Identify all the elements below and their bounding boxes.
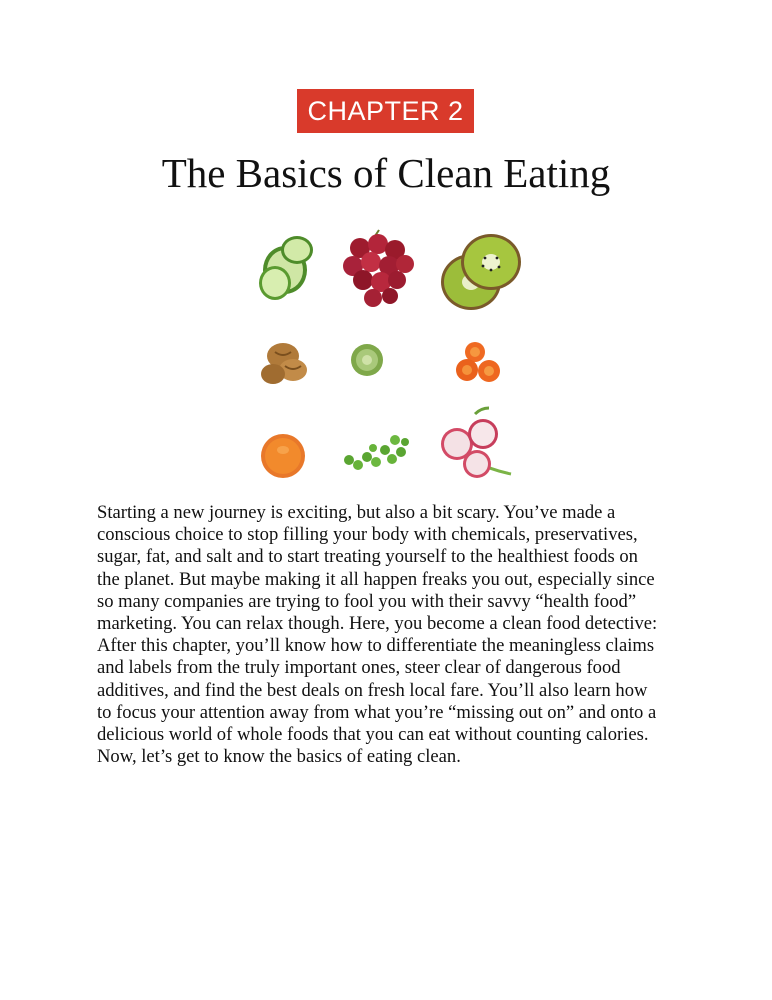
kiwi-slices-image — [441, 234, 521, 310]
radish-slices-image — [441, 408, 511, 478]
brussels-sprout-image — [351, 344, 383, 376]
cucumber-slices-image — [259, 236, 313, 300]
green-peas-image — [344, 435, 409, 470]
carrot-slices-image — [456, 342, 500, 382]
chapter-badge: CHAPTER 2 — [297, 89, 474, 133]
body-paragraph: Starting a new journey is exciting, but also a bit scary. You’ve made a conscious choice to stop filling your body with chemicals, preservatives, sugar, fat, and salt and to start treating yourself to the healthiest foods on the planet. But maybe making it all happen freaks you out, especially since so many companies are trying to fool you with their savvy “health food” marketing. You can relax though. Here, you become a clean food detective: After this chapter, you’ll know how to differentiate the meaningless claims and labels from the truly important ones, steer clear of dangerous food additives, and find the best deals on fresh local fare. You’ll also learn how to focus your attention away from what you’re “missing out on” and onto a delicious world of whole foods that you can eat without counting calories. Now, let’s get to know the basics of eating clean. — [97, 502, 658, 768]
food-illustration-grid — [245, 228, 535, 490]
apricot-half-image — [261, 434, 305, 478]
red-grapes-image — [343, 230, 414, 307]
page-title: The Basics of Clean Eating — [161, 150, 611, 196]
walnuts-image — [261, 343, 307, 384]
